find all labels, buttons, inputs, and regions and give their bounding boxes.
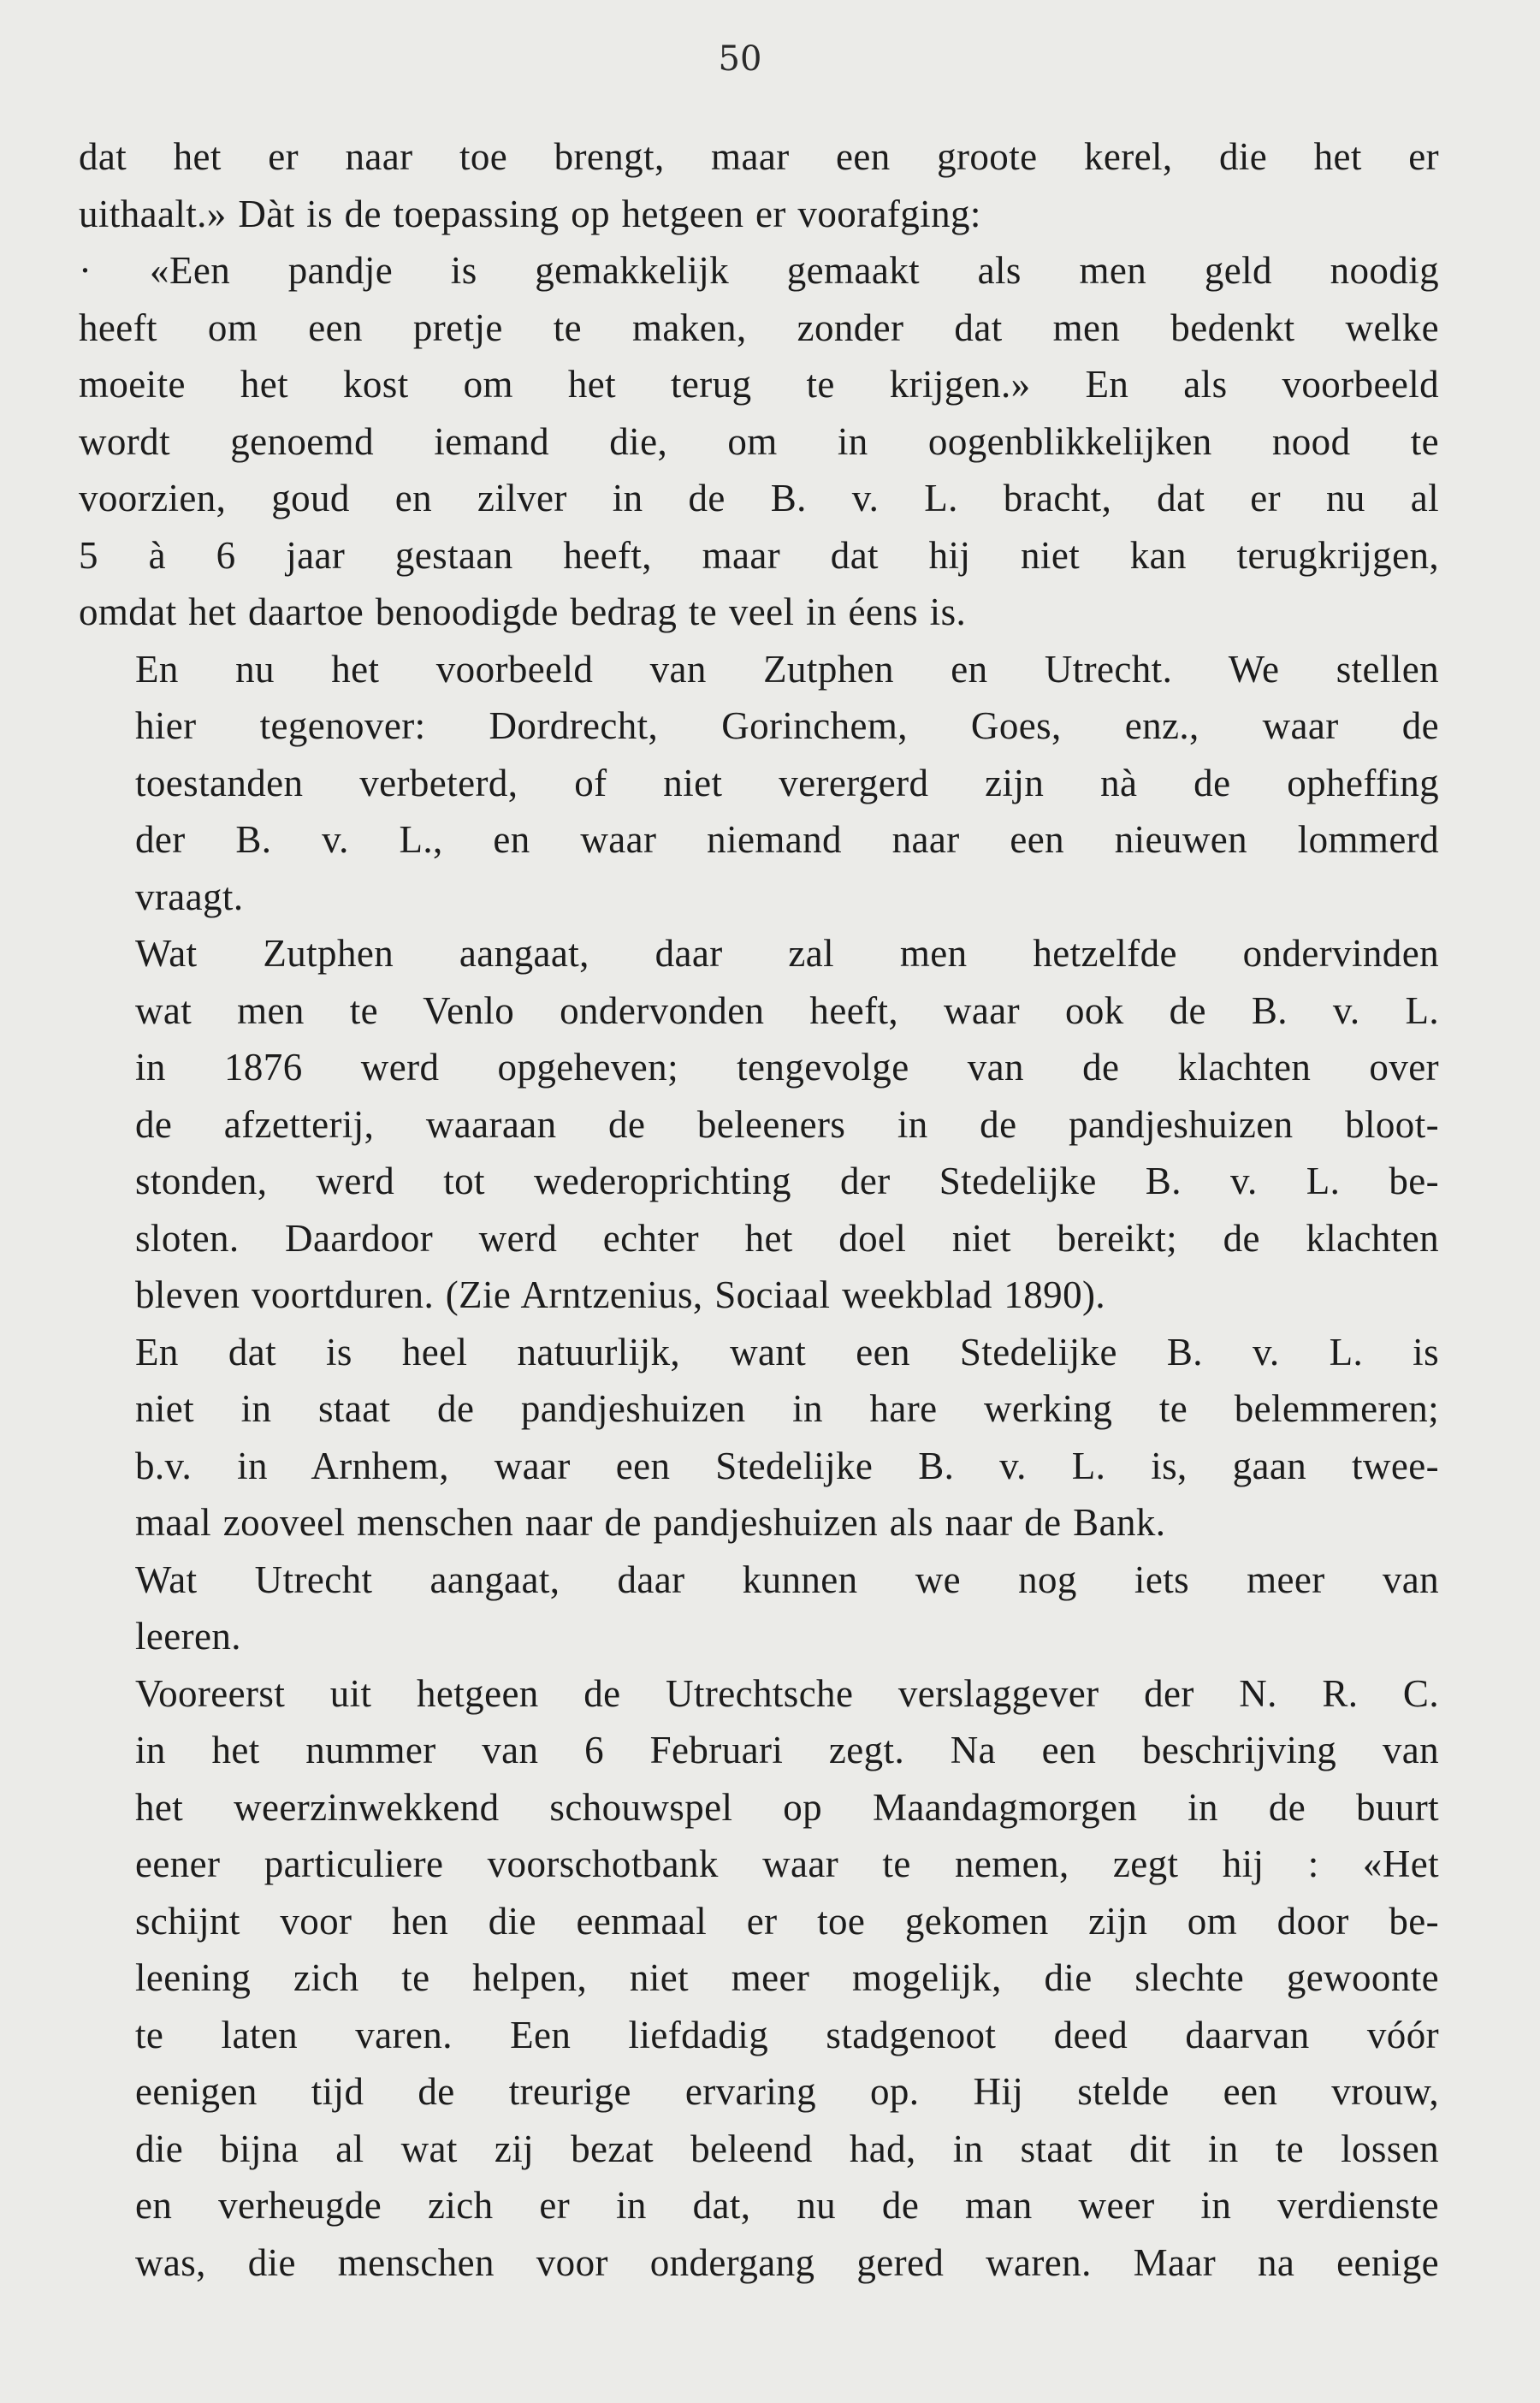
paragraph — [79, 128, 1439, 242]
text-line: 5 à 6 jaar gestaan heeft, maar dat hij niet kan terugkrijgen, — [79, 533, 1439, 577]
text-line: stonden, werd tot wederoprichting der Stedelijke B. v. L. be- — [135, 1160, 1439, 1202]
text-line: in het nummer van 6 Februari zegt. Na een beschrijving van — [135, 1729, 1439, 1771]
paragraph — [79, 1665, 1439, 2292]
text-line: omdat het daartoe benoodigde bedrag te veel in éens is. — [79, 590, 967, 633]
text-line: bleven voortduren. (Zie Arntzenius, Sociaal weekblad 1890). — [135, 1273, 1106, 1316]
text-line: het weerzinwekkend schouwspel op Maandagmorgen in de buurt — [135, 1785, 1439, 1829]
text-line: eener particuliere voorschotbank waar te nemen, zegt hij : «Het — [135, 1842, 1439, 1885]
paragraph — [79, 925, 1439, 1324]
text-line: Vooreerst uit hetgeen de Utrechtsche verslaggever der N. R. C. — [135, 1671, 1439, 1715]
body-text — [79, 128, 1439, 2291]
text-line: · «Een pandje is gemakkelijk gemaakt als men geld noodig — [79, 249, 1439, 292]
text-line: voorzien, goud en zilver in de B. v. L. bracht, dat er nu al — [79, 477, 1439, 519]
text-line: leeren. — [135, 1615, 241, 1658]
text-line: die bijna al wat zij bezat beleend had, in staat dit in te lossen — [135, 2127, 1439, 2170]
text-line: vraagt. — [135, 875, 244, 918]
text-line: dat het er naar toe brengt, maar een groote kerel, die het er — [79, 135, 1439, 178]
text-line: wordt genoemd iemand die, om in oogenblikkelijken nood te — [79, 419, 1439, 463]
text-line: b.v. in Arnhem, waar een Stedelijke B. v. L. is, gaan twee- — [135, 1444, 1439, 1487]
text-line: moeite het kost om het terug te krijgen.» En als voorbeeld — [79, 363, 1439, 406]
page-number: 50 — [718, 39, 762, 79]
text-line: te laten varen. Een liefdadig stadgenoot deed daarvan vóór — [135, 2013, 1439, 2056]
paragraph — [79, 641, 1439, 926]
text-line: sloten. Daardoor werd echter het doel niet bereikt; de klachten — [135, 1216, 1439, 1260]
paragraph — [79, 1552, 1439, 1665]
text-line: leening zich te helpen, niet meer mogelijk, die slechte gewoonte — [135, 1956, 1439, 1999]
text-line: Wat Zutphen aangaat, daar zal men hetzelfde ondervinden — [135, 932, 1439, 975]
paragraph — [79, 1324, 1439, 1552]
paragraph — [79, 242, 1439, 641]
text-line: der B. v. L., en waar niemand naar een nieuwen lommerd — [135, 818, 1439, 861]
text-line: was, die menschen voor ondergang gered waren. Maar na eenige — [135, 2240, 1439, 2284]
text-line: Wat Utrecht aangaat, daar kunnen we nog iets meer van — [135, 1558, 1439, 1601]
text-line: heeft om een pretje te maken, zonder dat men bedenkt welke — [79, 306, 1439, 349]
text-line: in 1876 werd opgeheven; tengevolge van de klachten over — [135, 1046, 1439, 1089]
text-line: eenigen tijd de treurige ervaring op. Hij stelde een vrouw, — [135, 2070, 1439, 2113]
text-line: En nu het voorbeeld van Zutphen en Utrecht. We stellen — [135, 647, 1439, 691]
text-line: toestanden verbeterd, of niet verergerd zijn nà de opheffing — [135, 761, 1439, 804]
text-line: hier tegenover: Dordrecht, Gorinchem, Goes, enz., waar de — [135, 704, 1439, 747]
text-line: wat men te Venlo ondervonden heeft, waar ook de B. v. L. — [135, 988, 1439, 1032]
text-line: en verheugde zich er in dat, nu de man weer in verdienste — [135, 2184, 1439, 2227]
text-line: En dat is heel natuurlijk, want een Stedelijke B. v. L. is — [135, 1330, 1439, 1374]
text-line: de afzetterij, waaraan de beleeners in de pandjeshuizen bloot- — [135, 1102, 1439, 1146]
text-line: niet in staat de pandjeshuizen in hare werking te belemmeren; — [135, 1387, 1439, 1430]
text-line: maal zooveel menschen naar de pandjeshuizen als naar de Bank. — [135, 1501, 1166, 1544]
text-line: uithaalt.» Dàt is de toepassing op hetgeen er voorafging: — [79, 192, 981, 235]
text-line: schijnt voor hen die eenmaal er toe gekomen zijn om door be- — [135, 1899, 1439, 1943]
